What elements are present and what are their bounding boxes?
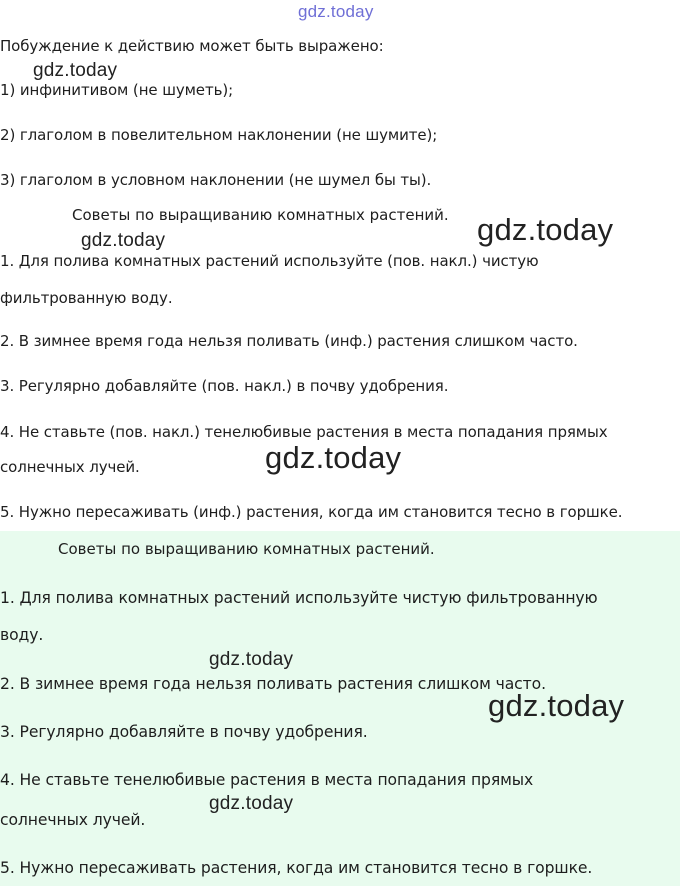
answer-item-2: 2. В зимнее время года нельзя поливать растения слишком часто. <box>0 675 546 693</box>
answer-item-4-line-2: солнечных лучей. <box>0 811 146 829</box>
watermark-logo-top: gdz.today <box>298 2 374 21</box>
answer-item-1-line-1: 1. Для полива комнатных растений используйте чистую фильтрованную <box>0 589 598 607</box>
watermark-logo: gdz.today <box>209 793 294 814</box>
intro-item-3: 3) глаголом в условном наклонении (не шумел бы ты). <box>0 171 432 189</box>
task-item-5: 5. Нужно пересаживать (инф.) растения, когда им становится тесно в горшке. <box>0 503 623 521</box>
task-item-2: 2. В зимнее время года нельзя поливать (инф.) растения слишком часто. <box>0 332 578 350</box>
watermark-logo: gdz.today <box>209 649 294 670</box>
watermark-logo: gdz.today <box>488 688 625 723</box>
watermark-logo: gdz.today <box>477 212 614 247</box>
task-item-1-line-1: 1. Для полива комнатных растений используйте (пов. накл.) чистую <box>0 252 539 270</box>
answer-title: Советы по выращиванию комнатных растений. <box>58 540 435 558</box>
intro-item-2: 2) глаголом в повелительном наклонении (не шумите); <box>0 126 438 144</box>
task-item-4-line-2: солнечных лучей. <box>0 458 140 476</box>
task-item-3: 3. Регулярно добавляйте (пов. накл.) в почву удобрения. <box>0 377 449 395</box>
intro-heading: Побуждение к действию может быть выражено: <box>0 37 384 55</box>
watermark-logo: gdz.today <box>81 230 166 251</box>
answer-item-3: 3. Регулярно добавляйте в почву удобрения. <box>0 723 368 741</box>
answer-block <box>0 531 680 886</box>
task-title: Советы по выращиванию комнатных растений. <box>72 206 449 224</box>
task-item-4-line-1: 4. Не ставьте (пов. накл.) тенелюбивые растения в места попадания прямых <box>0 423 608 441</box>
watermark-logo: gdz.today <box>33 60 118 81</box>
intro-item-1: 1) инфинитивом (не шуметь); <box>0 81 234 99</box>
answer-item-4-line-1: 4. Не ставьте тенелюбивые растения в места попадания прямых <box>0 771 534 789</box>
answer-item-5: 5. Нужно пересаживать растения, когда им становится тесно в горшке. <box>0 859 593 877</box>
watermark-logo: gdz.today <box>265 440 402 475</box>
task-item-1-line-2: фильтрованную воду. <box>0 289 173 307</box>
answer-item-1-line-2: воду. <box>0 626 44 644</box>
